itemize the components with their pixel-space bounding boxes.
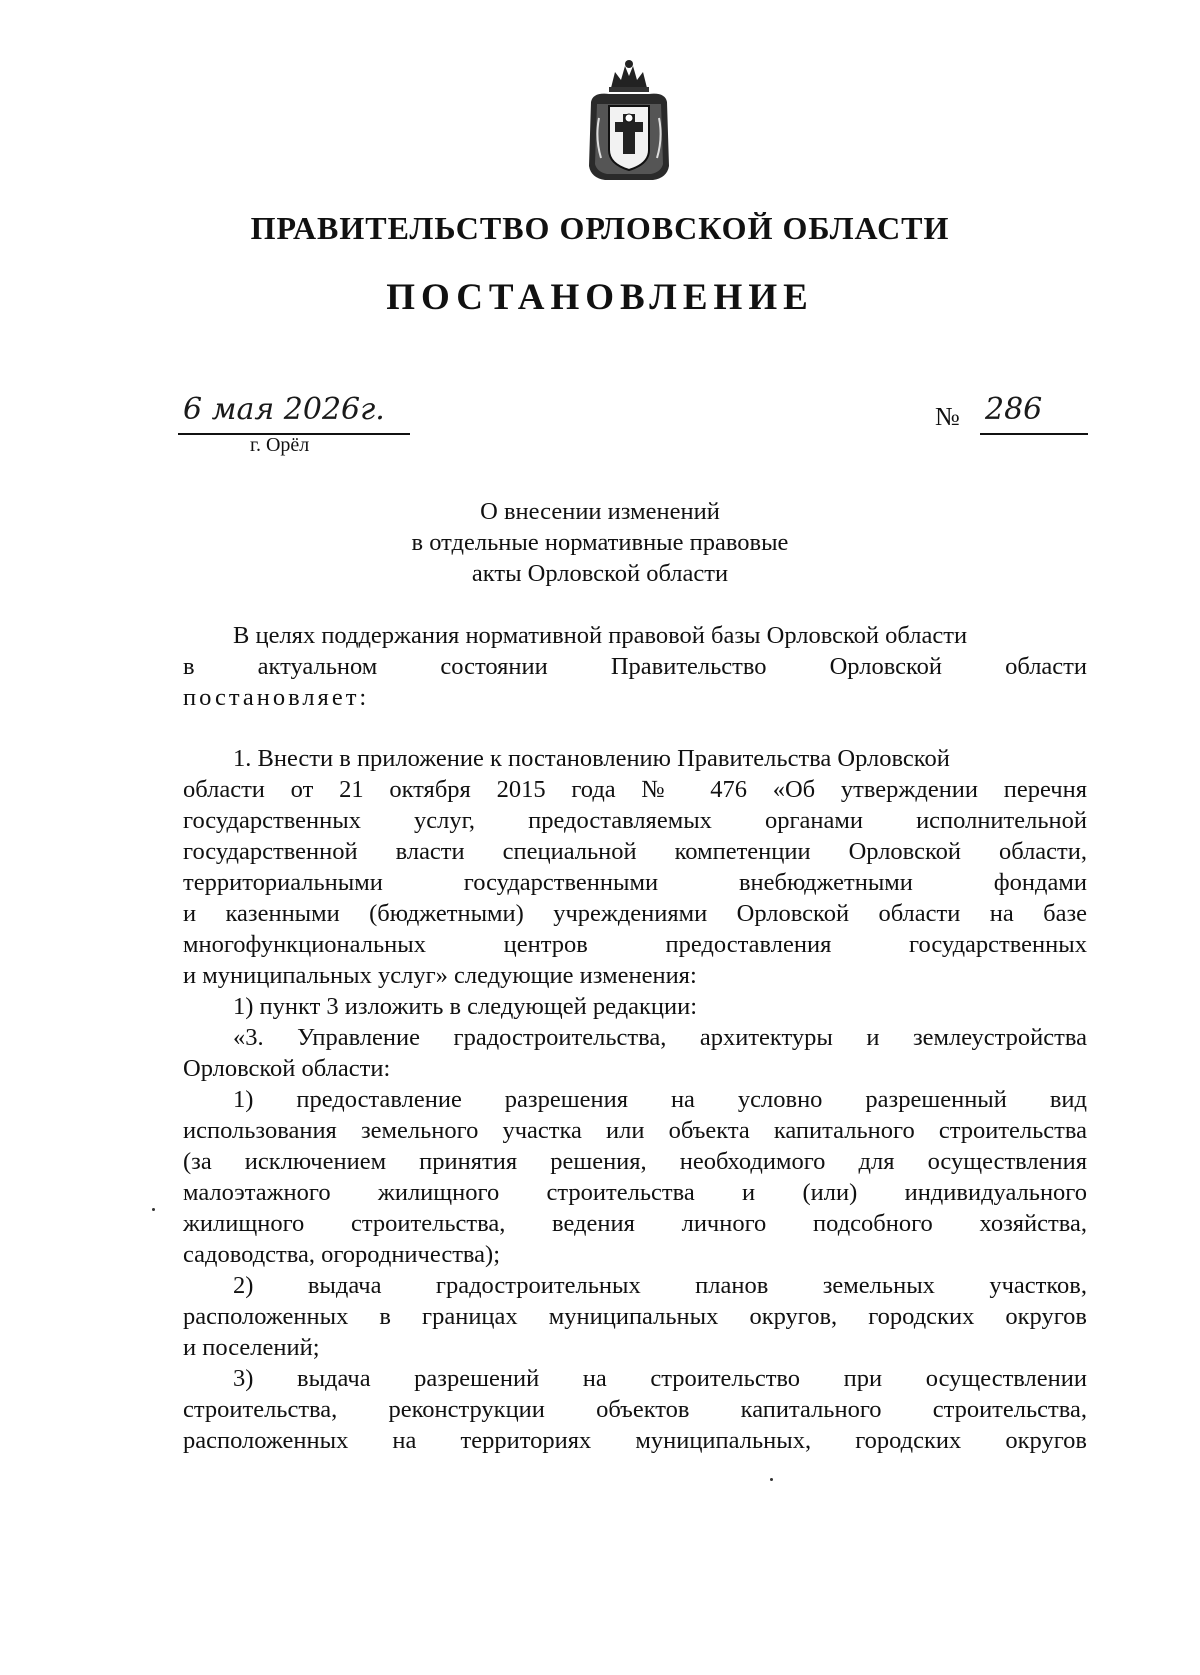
body-line: государственной власти специальной компетенции Орловской области, bbox=[183, 838, 1087, 865]
body-line: Орловской области: bbox=[183, 1055, 391, 1082]
body-line: территориальными государственными внебюджетными фондами bbox=[183, 869, 1087, 896]
scan-speck bbox=[152, 1208, 155, 1211]
body-line: постановляет: bbox=[183, 684, 370, 711]
body-line: 2) выдача градостроительных планов земельных участков, bbox=[233, 1272, 1087, 1299]
body-line: и поселений; bbox=[183, 1334, 320, 1361]
body-line: «3. Управление градостроительства, архитектуры и землеустройства bbox=[233, 1024, 1087, 1051]
body-line: 1) предоставление разрешения на условно разрешенный вид bbox=[233, 1086, 1087, 1113]
document-subject bbox=[0, 496, 1200, 589]
body-line: области от 21 октября 2015 года № 476 «Об утверждении перечня bbox=[183, 776, 1087, 803]
body-line: 1) пункт 3 изложить в следующей редакции: bbox=[233, 993, 698, 1020]
handwritten-number: 286 bbox=[985, 392, 1043, 427]
body-line: жилищного строительства, ведения личного подсобного хозяйства, bbox=[183, 1210, 1087, 1237]
body-line: в актуальном состоянии Правительство Орловской области bbox=[183, 653, 1087, 680]
document-type-title: ПОСТАНОВЛЕНИЕ bbox=[386, 277, 814, 318]
body-line: и муниципальных услуг» следующие изменения: bbox=[183, 962, 697, 989]
subject-line: в отдельные нормативные правовые bbox=[411, 529, 789, 556]
body-line: и казенными (бюджетными) учреждениями Орловской области на базе bbox=[183, 900, 1087, 927]
body-line: 3) выдача разрешений на строительство при осуществлении bbox=[233, 1365, 1087, 1392]
body-line: расположенных в границах муниципальных округов, городских округов bbox=[183, 1303, 1087, 1330]
government-title: ПРАВИТЕЛЬСТВО ОРЛОВСКОЙ ОБЛАСТИ bbox=[250, 210, 950, 246]
body-line: строительства, реконструкции объектов капитального строительства, bbox=[183, 1396, 1087, 1423]
body-line: (за исключением принятия решения, необходимого для осуществления bbox=[183, 1148, 1087, 1175]
number-sign: № bbox=[935, 402, 960, 431]
scan-speck bbox=[770, 1478, 773, 1481]
number-underline bbox=[980, 433, 1088, 435]
body-line: 1. Внести в приложение к постановлению Правительства Орловской bbox=[233, 745, 950, 772]
coat-of-arms-emblem bbox=[583, 58, 675, 186]
body-line: В целях поддержания нормативной правовой базы Орловской области bbox=[233, 622, 968, 649]
body-line: садоводства, огородничества); bbox=[183, 1241, 501, 1268]
body-line: расположенных на территориях муниципальных, городских округов bbox=[183, 1427, 1087, 1454]
handwritten-date: 6 мая 2026г. bbox=[183, 392, 385, 427]
body-line: малоэтажного жилищного строительства и (или) индивидуального bbox=[183, 1179, 1087, 1206]
city-label: г. Орёл bbox=[250, 434, 310, 456]
body-line: государственных услуг, предоставляемых органами исполнительной bbox=[183, 807, 1087, 834]
body-line: многофункциональных центров предоставления государственных bbox=[183, 931, 1087, 958]
body-line: использования земельного участка или объекта капитального строительства bbox=[183, 1117, 1087, 1144]
subject-line: акты Орловской области bbox=[471, 560, 729, 587]
subject-line: О внесении изменений bbox=[480, 498, 720, 525]
